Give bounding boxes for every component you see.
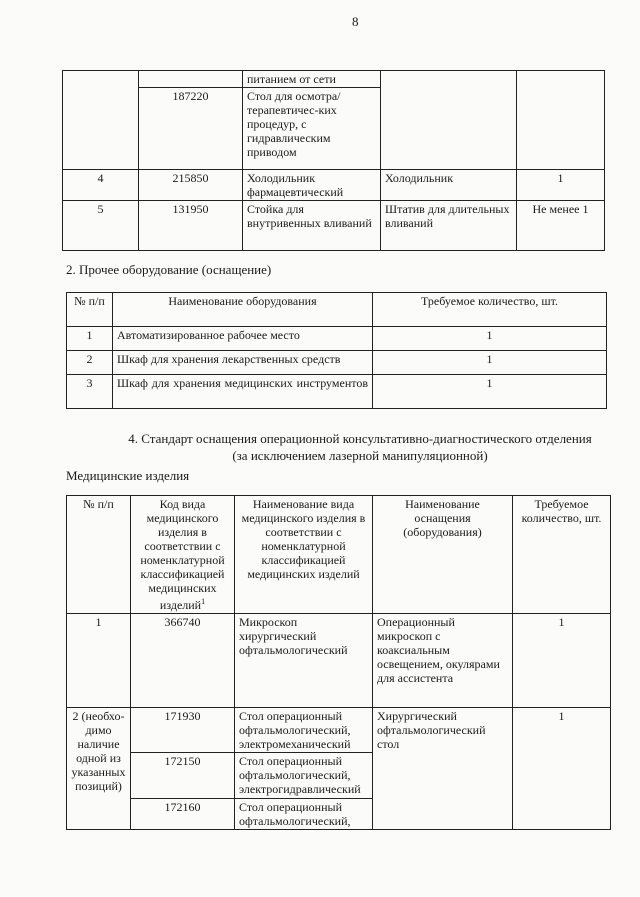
header-qty: Требуемое количество, шт. — [513, 496, 611, 614]
page-number: 8 — [352, 14, 359, 29]
cell-name: Стол операционный офтальмологический, электрогидравлический — [235, 753, 373, 799]
cell-equip: Штатив для длительных вливаний — [381, 201, 517, 251]
cell-name: Шкаф для хранения лекарственных средств — [113, 351, 373, 375]
cell-qty: 1 — [373, 351, 607, 375]
section-heading-line1: 4. Стандарт оснащения операционной консультативно-диагностического отделения — [128, 431, 592, 446]
cell-num: 2 (необхо-димо наличие одной из указанных позиций) — [67, 708, 131, 830]
header-qty: Требуемое количество, шт. — [373, 293, 607, 327]
cell-num — [63, 71, 139, 88]
table-row — [67, 708, 611, 753]
header-num: № п/п — [67, 293, 113, 327]
cell-name: Автоматизированное рабочее место — [113, 327, 373, 351]
cell-num: 2 — [67, 351, 113, 375]
cell-code: 215850 — [139, 170, 243, 201]
section-heading-line2: (за исключением лазерной манипуляционной) — [232, 448, 488, 463]
table-row — [67, 614, 611, 708]
cell-qty: 1 — [373, 327, 607, 351]
cell-code: 187220 — [139, 88, 243, 170]
header-num: № п/п — [67, 496, 131, 614]
cell-name: Шкаф для хранения медицинских инструментов — [113, 375, 373, 409]
cell-qty: 1 — [517, 170, 605, 201]
table-row — [67, 351, 607, 375]
footnote-mark: 1 — [201, 597, 206, 606]
subsection-title: Медицинские изделия — [66, 468, 190, 483]
cell-code: 172150 — [131, 753, 235, 799]
table-row — [67, 375, 607, 409]
cell-name: Стойка для внутривенных вливаний — [243, 201, 381, 251]
table-medical-devices — [66, 495, 611, 830]
cell-num: 3 — [67, 375, 113, 409]
cell-num: 5 — [63, 201, 139, 251]
header-code: Код вида медицинского изделия в соответствии с номенклатурной классификацией медицинских изделий$^1$ — [131, 496, 235, 614]
table-row — [63, 201, 605, 251]
section-title: 2. Прочее оборудование (оснащение) — [66, 262, 272, 277]
cell-equip: Хирургический офтальмологический стол — [373, 708, 513, 830]
section-heading — [0, 430, 640, 464]
cell-name: Микроскоп хирургический офтальмологический — [235, 614, 373, 708]
cell-num: 1 — [67, 614, 131, 708]
cell-num: 1 — [67, 327, 113, 351]
table-equipment-continued — [62, 70, 605, 251]
cell-name: Холодильник фармацевтический — [243, 170, 381, 201]
cell-name: питанием от сети — [243, 71, 381, 88]
cell-qty: 1 — [513, 708, 611, 830]
cell-name: Стол операционный офтальмологический, электромеханический — [235, 708, 373, 753]
cell-code: 366740 — [131, 614, 235, 708]
header-name: Наименование оборудования — [113, 293, 373, 327]
cell-qty: 1 — [373, 375, 607, 409]
table-row — [67, 327, 607, 351]
table-row — [63, 71, 605, 88]
cell-qty: 1 — [513, 614, 611, 708]
cell-num — [63, 88, 139, 170]
cell-code — [139, 71, 243, 88]
cell-qty: Не менее 1 — [517, 201, 605, 251]
table-other-equipment — [66, 292, 607, 409]
table-row — [63, 170, 605, 201]
cell-name: Стол для осмотра/терапевтичес-ких процедур, с гидравлическим приводом — [243, 88, 381, 170]
cell-code: 172160 — [131, 799, 235, 830]
cell-equip: Холодильник — [381, 170, 517, 201]
cell-num: 4 — [63, 170, 139, 201]
header-equip: Наименование оснащения (оборудования) — [373, 496, 513, 614]
cell-equip — [381, 71, 517, 170]
cell-equip: Операционный микроскоп с коаксиальным освещением, окулярами для ассистента — [373, 614, 513, 708]
cell-code: 131950 — [139, 201, 243, 251]
header-name: Наименование вида медицинского изделия в соответствии с номенклатурной классификацией медицинских изделий — [235, 496, 373, 614]
cell-code: 171930 — [131, 708, 235, 753]
cell-name: Стол операционный офтальмологический, — [235, 799, 373, 830]
table-header-row — [67, 293, 607, 327]
table-header-row — [67, 496, 611, 614]
cell-qty — [517, 71, 605, 170]
